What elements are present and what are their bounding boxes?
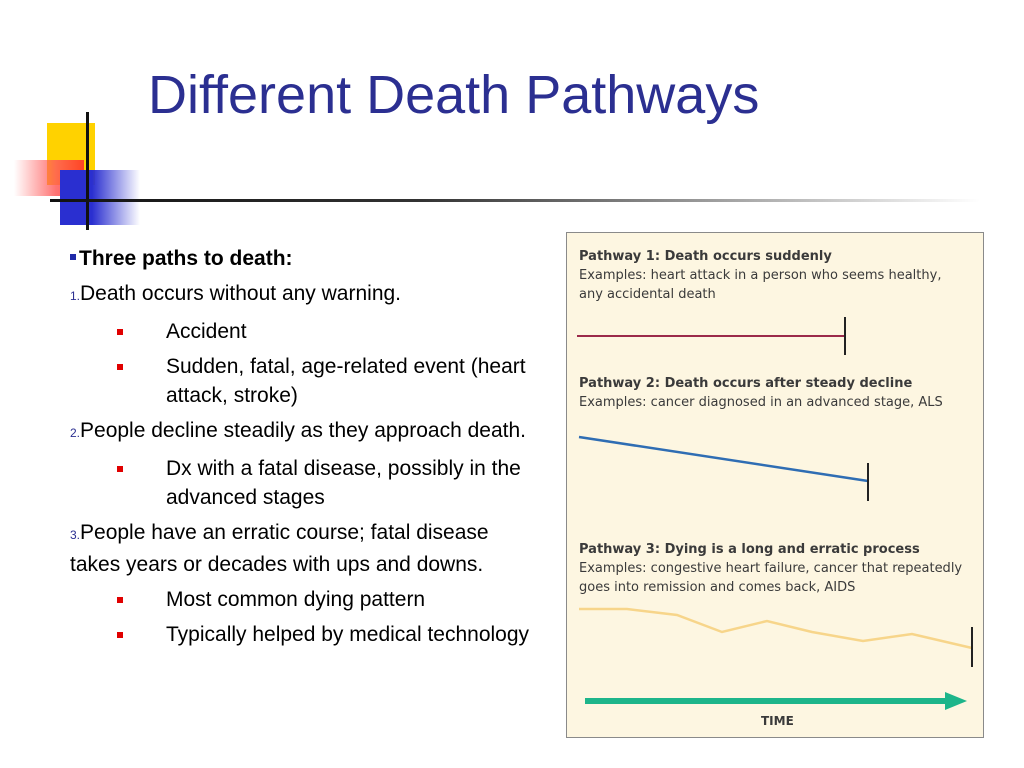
item-text: People decline steadily as they approach death.	[80, 419, 526, 442]
decor-vertical-line	[86, 112, 89, 230]
death-pathways-figure	[566, 232, 984, 738]
time-arrowhead	[945, 692, 967, 710]
sub-item-text: Dx with a fatal disease, possibly in the advanced stages	[166, 457, 521, 509]
pathway-1-examples: Examples: heart attack in a person who seems healthy,	[579, 268, 942, 283]
sub-item	[70, 454, 530, 512]
list-item-3	[70, 518, 530, 579]
heading-text: Three paths to death:	[79, 247, 293, 270]
decor-blue-square	[60, 170, 140, 225]
item-number: 2.	[70, 426, 81, 440]
sub-item	[70, 620, 530, 649]
bullet-icon	[117, 329, 123, 335]
sub-item-text: Typically helped by medical technology	[166, 623, 530, 646]
pathways-diagram	[567, 233, 985, 739]
sub-item	[70, 317, 530, 346]
list-item-1	[70, 279, 530, 311]
pathway-2-title: Pathway 2: Death occurs after steady decline	[579, 376, 913, 391]
pathway-3-examples: Examples: congestive heart failure, cancer that repeatedly	[579, 561, 963, 576]
bullet-icon	[70, 254, 76, 260]
bullet-icon	[117, 364, 123, 370]
item-text: People have an erratic course; fatal disease takes years or decades with ups and downs.	[70, 521, 489, 576]
sub-item-text: Most common dying pattern	[166, 588, 426, 611]
item-number: 1.	[70, 289, 81, 303]
item-number: 3.	[70, 528, 81, 542]
sub-item	[70, 352, 530, 410]
pathway-1-examples-cont: any accidental death	[579, 287, 716, 302]
sub-item	[70, 585, 530, 614]
bullet-icon	[117, 597, 123, 603]
bullet-heading	[70, 244, 530, 273]
list-item-2	[70, 416, 530, 448]
pathway-2-examples: Examples: cancer diagnosed in an advanced stage, ALS	[579, 395, 943, 410]
pathway-3-examples-cont: goes into remission and comes back, AIDS	[579, 580, 856, 595]
time-label: TIME	[761, 714, 794, 728]
sub-item-text: Accident	[166, 320, 247, 343]
bullet-icon	[117, 466, 123, 472]
page-title: Different Death Pathways	[148, 65, 760, 125]
sub-item-text: Sudden, fatal, age-related event (heart attack, stroke)	[166, 355, 526, 407]
pathway-1-title: Pathway 1: Death occurs suddenly	[579, 249, 832, 264]
bullet-list	[70, 244, 530, 655]
pathway-2-line	[579, 437, 868, 481]
pathway-3-line	[579, 609, 972, 648]
pathway-3-title: Pathway 3: Dying is a long and erratic process	[579, 542, 920, 557]
bullet-icon	[117, 632, 123, 638]
title-underline	[50, 199, 980, 202]
item-text: Death occurs without any warning.	[80, 282, 402, 305]
